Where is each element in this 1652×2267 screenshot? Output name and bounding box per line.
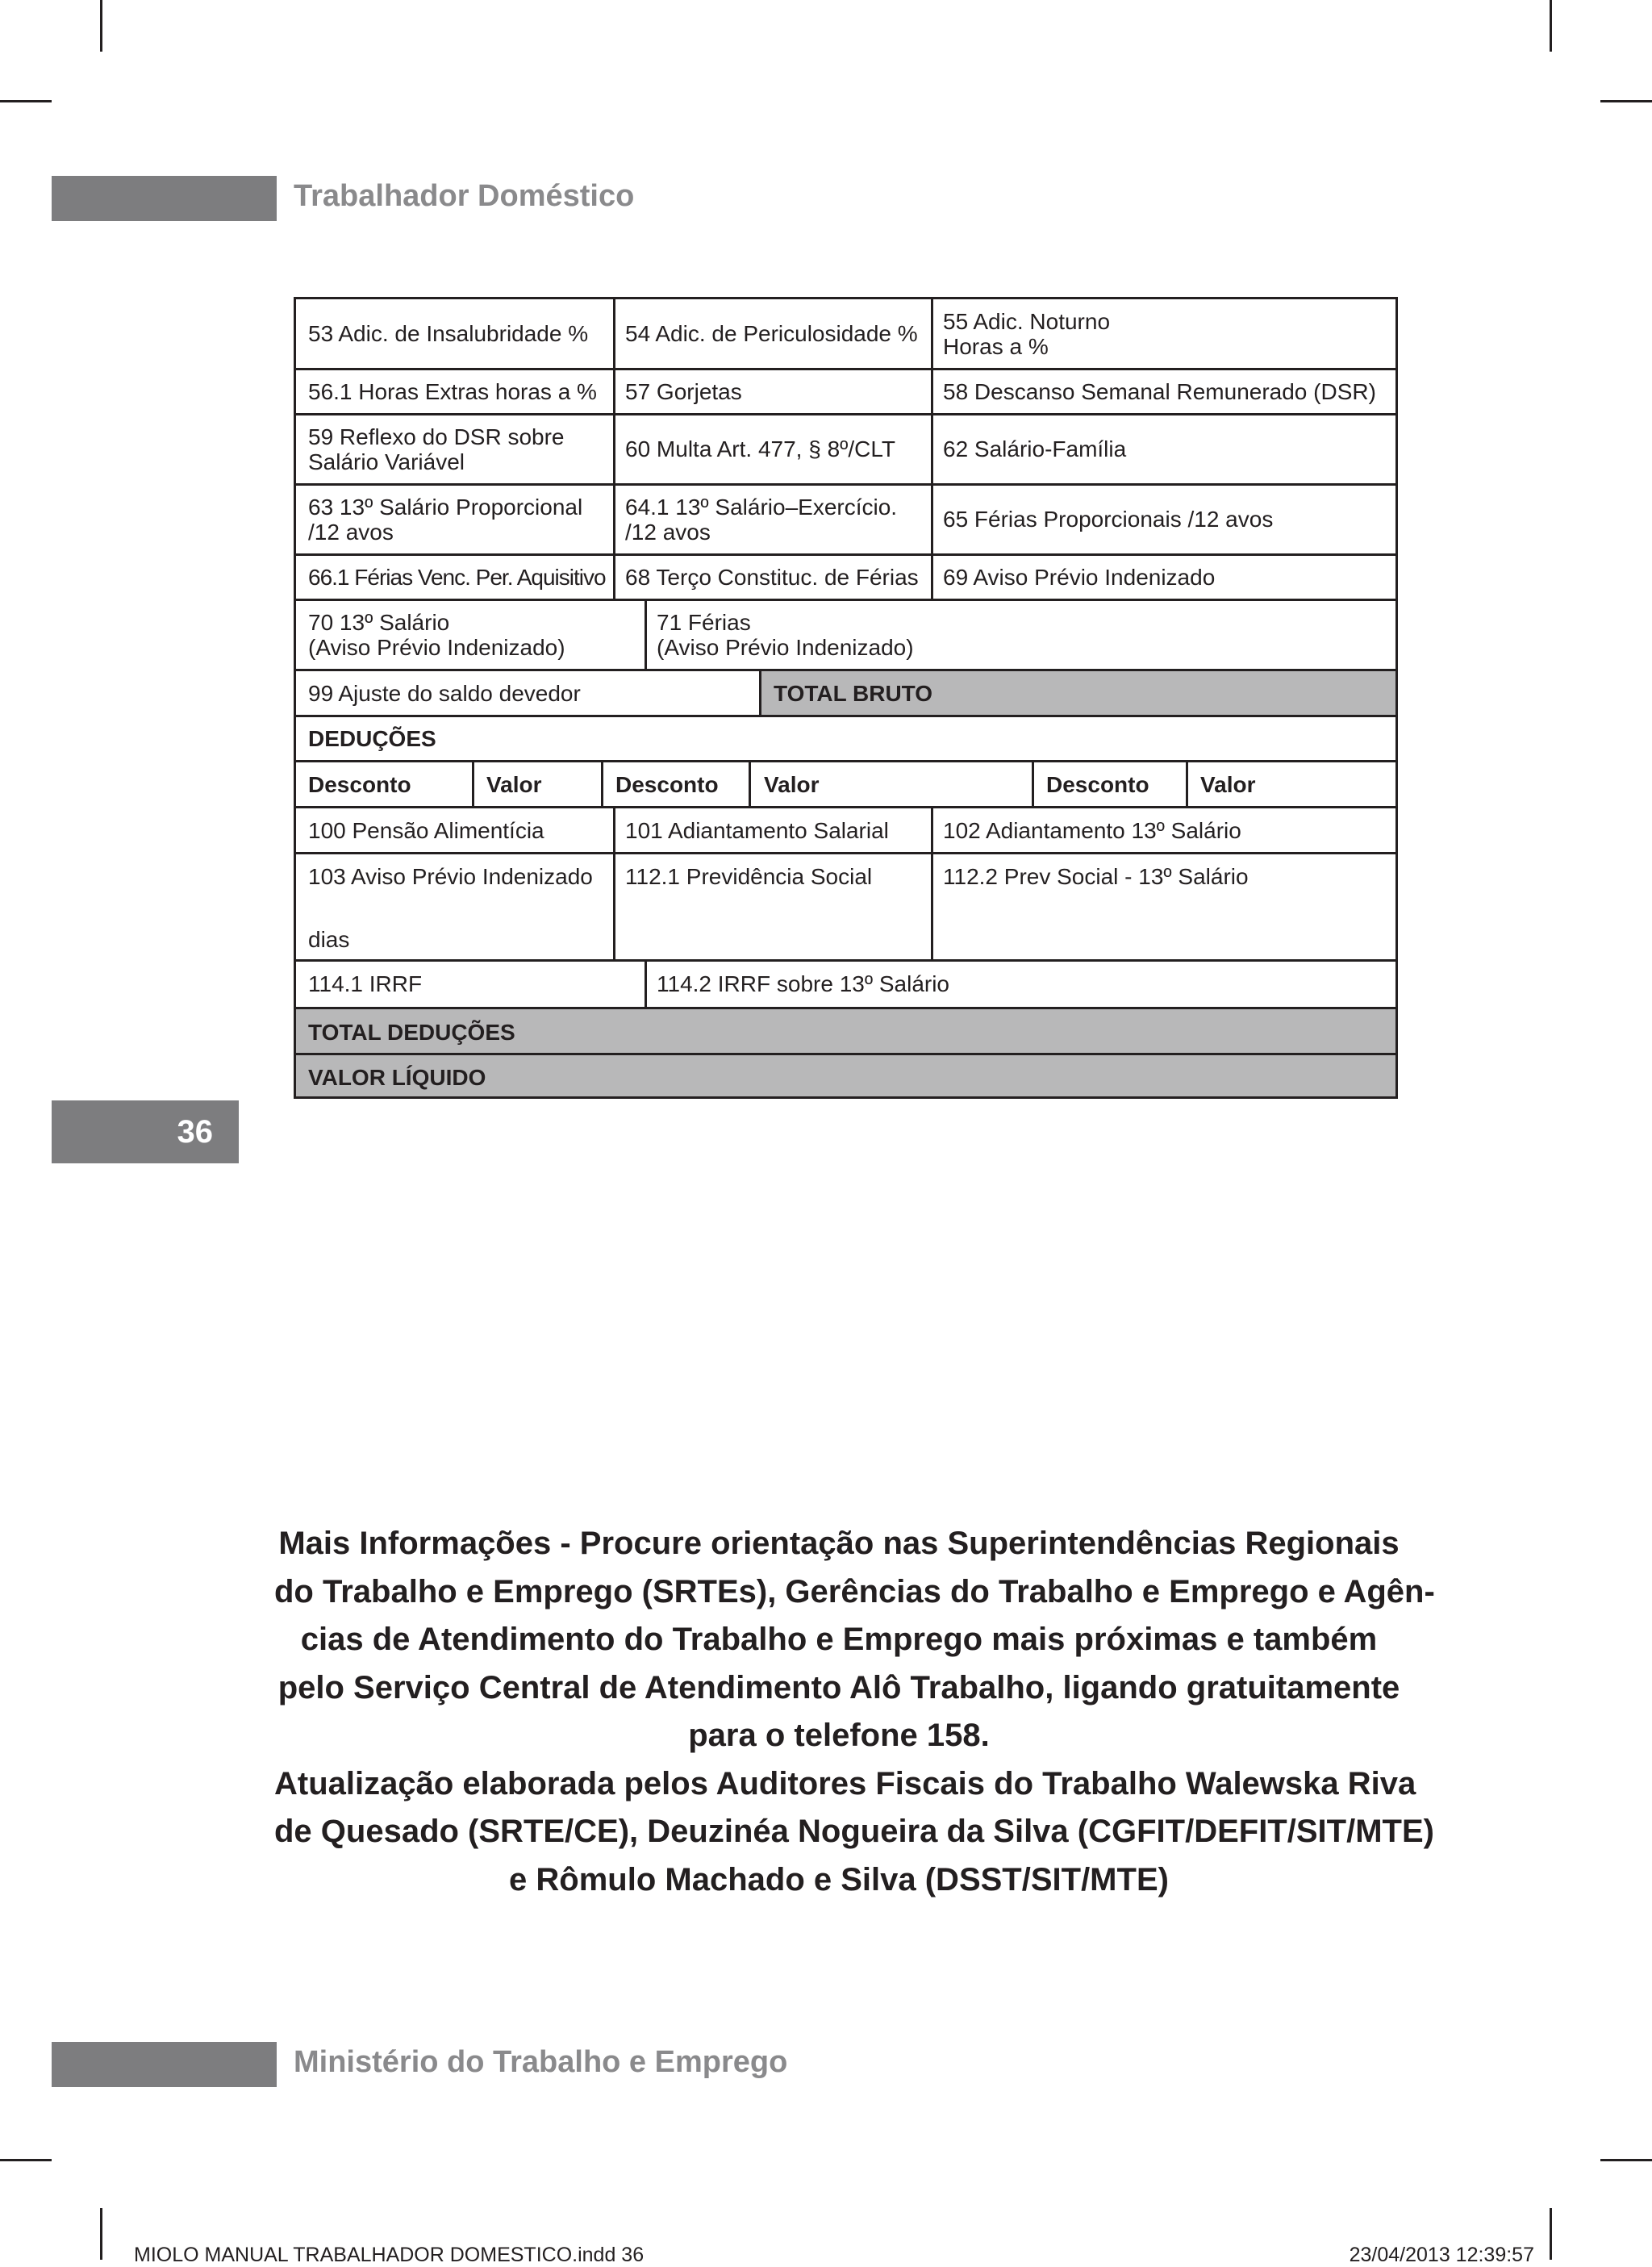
field-70-line2: (Aviso Prévio Indenizado) [308,635,565,660]
col-divider [931,299,933,599]
row-divider [296,1053,1395,1055]
field-69: 69 Aviso Prévio Indenizado [943,565,1216,590]
col-divider [931,806,933,959]
field-64-1-line1: 64.1 13º Salário–Exercício. [625,495,898,520]
crop-mark [100,2208,102,2260]
total-bruto-label: TOTAL BRUTO [774,681,933,706]
info-line: para o telefone 158. [688,1718,990,1753]
row-divider [296,959,1395,962]
col-valor: Valor [1200,772,1256,797]
row-divider [296,715,1395,717]
field-65: 65 Férias Proporcionais /12 avos [943,507,1274,532]
field-62: 62 Salário-Família [943,436,1127,461]
col-divider [613,806,615,959]
print-slug-date: 23/04/2013 12:39:57 [1349,2244,1534,2266]
footer-title: Ministério do Trabalho e Emprego [294,2045,788,2079]
info-line: e Rômulo Machado e Silva (DSST/SIT/MTE) [509,1861,1169,1898]
field-101: 101 Adiantamento Salarial [625,818,889,843]
crop-mark [100,0,102,52]
info-line: Atualização elaborada pelos Auditores Fiscais do Trabalho Walewska Riva [274,1765,1416,1801]
print-slug-file: MIOLO MANUAL TRABALHADOR DOMESTICO.indd 36 [134,2244,645,2266]
info-line: de Quesado (SRTE/CE), Deuzinéa Nogueira da Silva (CGFIT/DEFIT/SIT/MTE) [274,1814,1434,1849]
row-divider [296,368,1395,370]
row-divider [296,483,1395,486]
field-114-1: 114.1 IRRF [308,971,423,996]
field-66-1: 66.1 Férias Venc. Per. Aquisitivo [308,565,606,590]
col-divider [645,599,647,669]
info-paragraph [274,1520,1435,1904]
row-divider [296,806,1395,808]
col-divider [1186,760,1188,806]
field-56-1: 56.1 Horas Extras horas a % [308,379,597,404]
page-number: 36 [52,1100,239,1163]
col-divider [749,760,751,806]
field-70-line1: 70 13º Salário [308,610,450,635]
info-line: cias de Atendimento do Trabalho e Emprego mais próximas e também [300,1622,1378,1657]
field-55-line2: Horas a % [943,334,1049,359]
field-112-2: 112.2 Prev Social - 13º Salário [943,864,1249,889]
row-divider [296,599,1395,601]
crop-mark [1600,100,1652,102]
field-114-2: 114.2 IRRF sobre 13º Salário [657,971,950,996]
field-58: 58 Descanso Semanal Remunerado (DSR) [943,379,1376,404]
row-divider [296,669,1395,671]
field-68: 68 Terço Constituc. de Férias [625,565,919,590]
field-59-line2: Salário Variável [308,449,465,474]
row-divider [296,760,1395,762]
deducoes-heading: DEDUÇÕES [308,726,436,751]
field-99: 99 Ajuste do saldo devedor [308,681,581,706]
total-deducoes-label: TOTAL DEDUÇÕES [308,1020,515,1045]
crop-mark [0,100,52,102]
info-line: do Trabalho e Emprego (SRTEs), Gerências do Trabalho e Emprego e Agên- [274,1573,1435,1609]
field-54: 54 Adic. de Periculosidade % [625,321,918,346]
col-divider [759,669,761,715]
col-valor: Valor [764,772,820,797]
field-57: 57 Gorjetas [625,379,742,404]
field-71-line1: 71 Férias [657,610,751,635]
col-divider [1032,760,1034,806]
row-divider [296,553,1395,556]
field-71-line2: (Aviso Prévio Indenizado) [657,635,914,660]
row-divider [296,413,1395,415]
field-103-dias: dias [308,927,350,952]
field-63-line2: /12 avos [308,520,394,545]
row-divider [296,852,1395,854]
row-divider [296,1007,1395,1009]
field-64-1-line2: /12 avos [625,520,711,545]
valor-liquido-label: VALOR LÍQUIDO [308,1065,486,1090]
payroll-form-table [294,297,1398,1099]
field-63-line1: 63 13º Salário Proporcional [308,495,583,520]
col-desconto: Desconto [615,772,719,797]
field-100: 100 Pensão Alimentícia [308,818,544,843]
col-divider [601,760,603,806]
field-60: 60 Multa Art. 477, § 8º/CLT [625,436,895,461]
crop-mark [1550,2208,1552,2260]
col-valor: Valor [486,772,542,797]
crop-mark [1600,2159,1652,2161]
field-59-line1: 59 Reflexo do DSR sobre [308,424,565,449]
field-102: 102 Adiantamento 13º Salário [943,818,1241,843]
col-divider [645,959,647,1007]
col-divider [472,760,474,806]
field-55-line1: 55 Adic. Noturno [943,309,1111,334]
header-band [52,176,277,221]
info-line: pelo Serviço Central de Atendimento Alô Trabalho, ligando gratuitamente [277,1669,1400,1705]
field-53: 53 Adic. de Insalubridade % [308,321,589,346]
col-desconto: Desconto [308,772,411,797]
crop-mark [0,2159,52,2161]
header-title: Trabalhador Doméstico [294,179,635,213]
info-line: Mais Informações - Procure orientação nas Superintendências Regionais [278,1526,1400,1561]
field-112-1: 112.1 Previdência Social [625,864,873,889]
col-desconto: Desconto [1046,772,1149,797]
crop-mark [1550,0,1552,52]
footer-band [52,2042,277,2087]
field-103: 103 Aviso Prévio Indenizado [308,864,593,889]
col-divider [613,299,615,599]
